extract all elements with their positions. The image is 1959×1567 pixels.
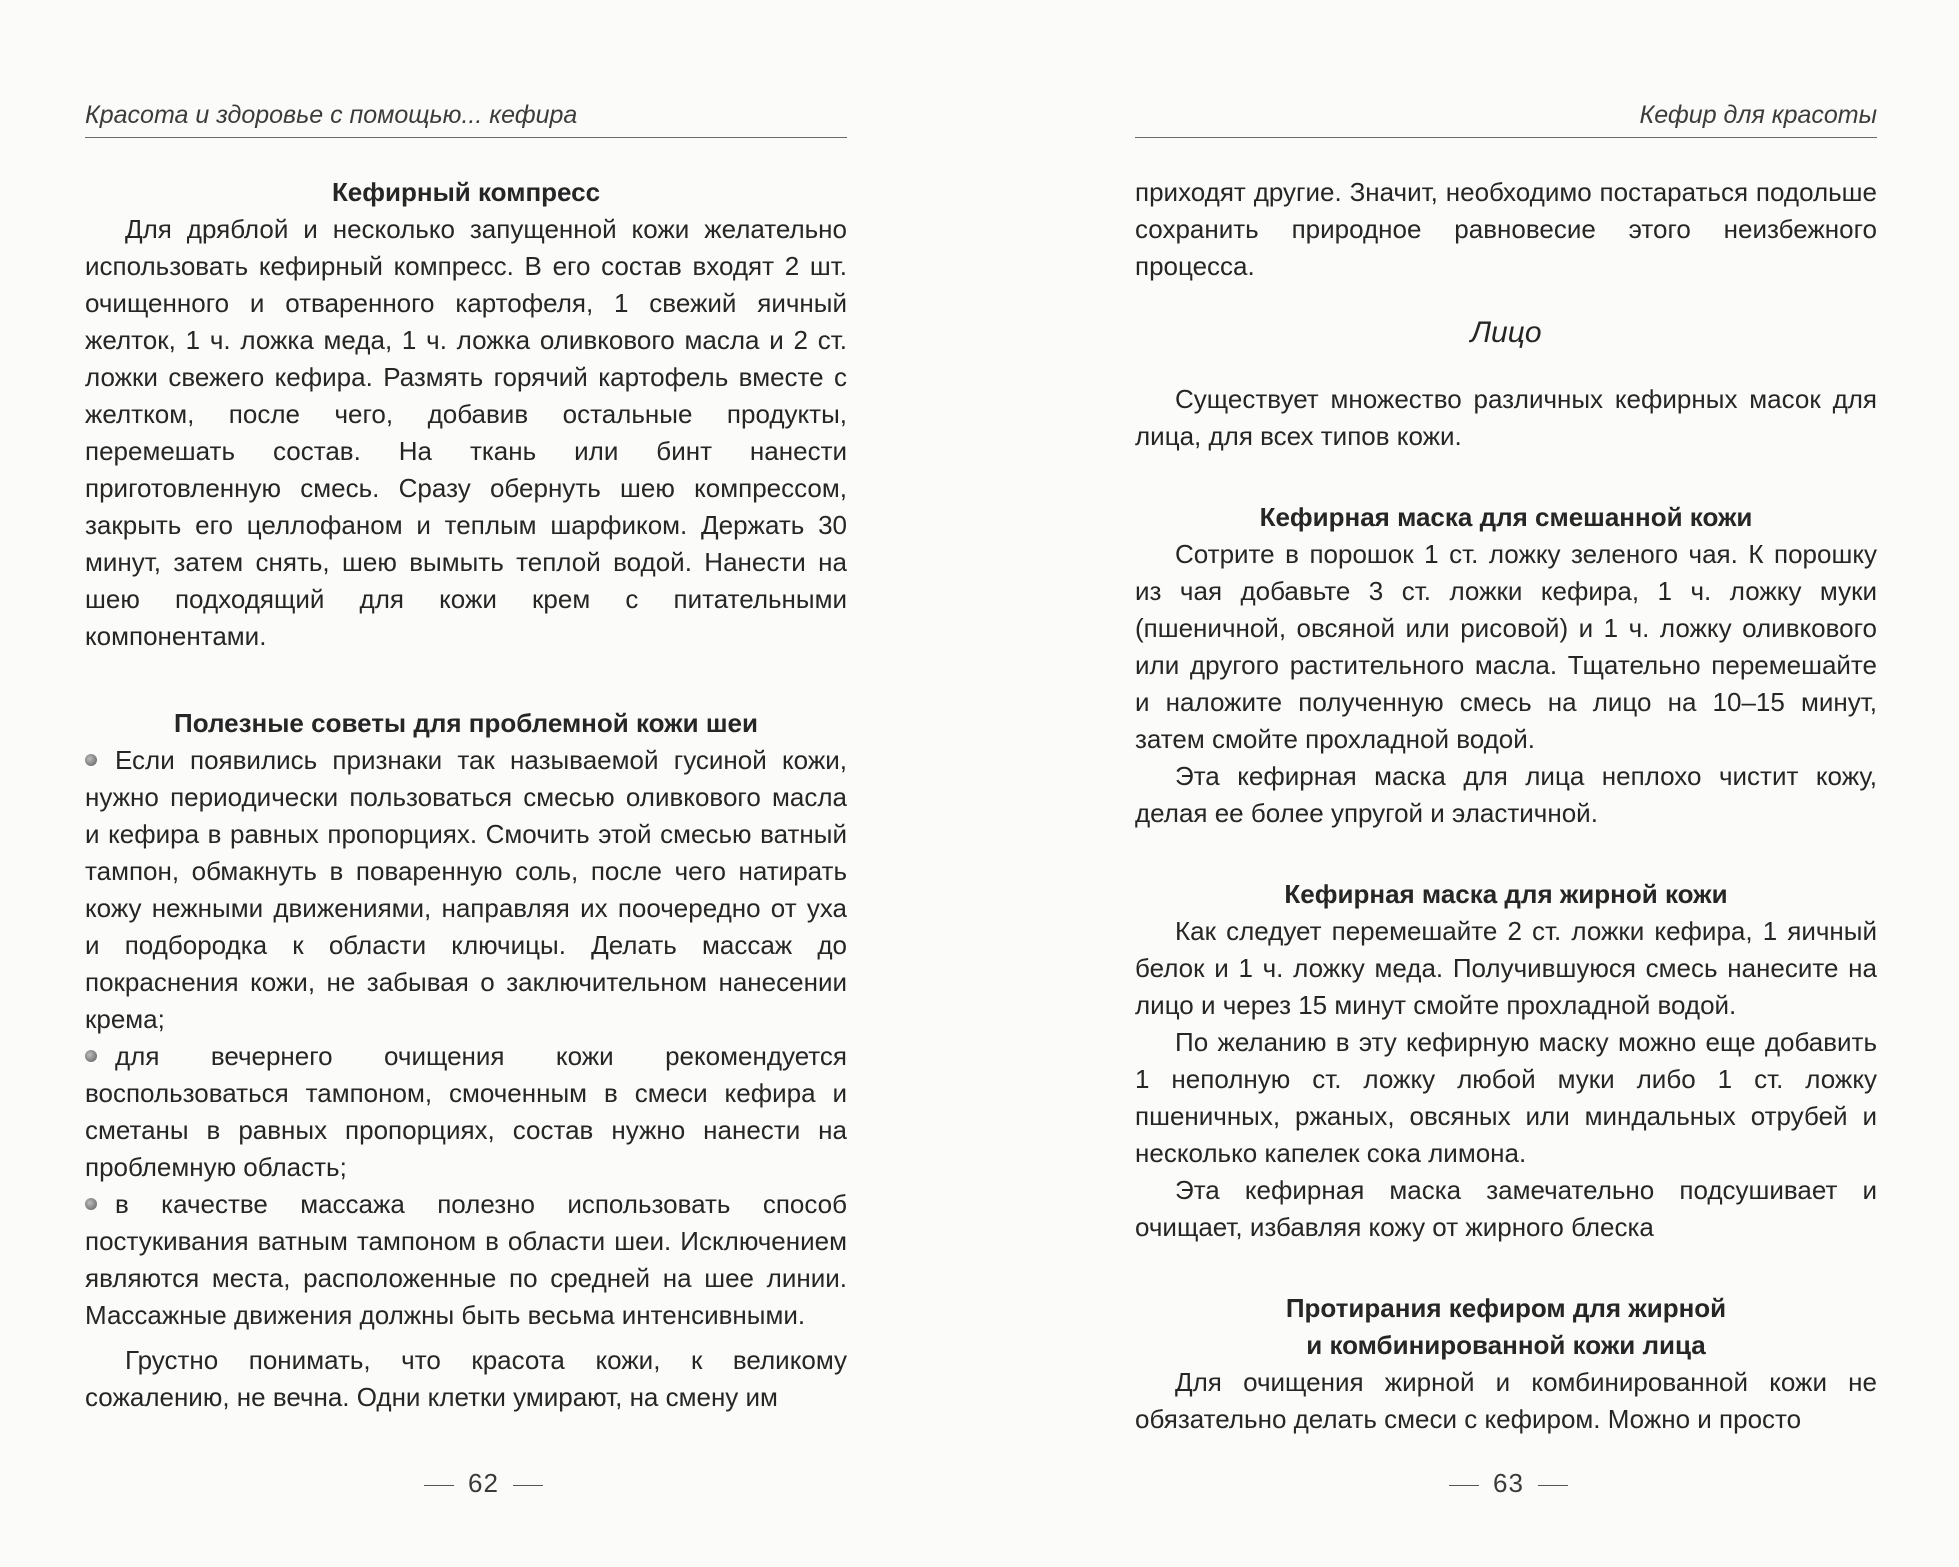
section-title-mixed-skin-mask: Кефирная маска для смешанной кожи [1259,502,1753,532]
list-item: Если появились признаки так называемой гусиной кожи, нужно периодически пользоваться смесью оливкового масла и кефира в равных пропорциях. Смочить этой смесью ватный тампон, обмакнуть в поваренную соль, после чего натирать кожу нежными движениями, направляя их поочередно от уха и подбородка к области ключицы. Делать массаж до покраснения кожи, не забывая о заключительном нанесении крема; [85,745,847,1034]
bullet-icon [85,754,97,766]
section-title-neck-tips: Полезные советы для проблемной кожи шеи [174,708,758,738]
dash [1449,1485,1479,1486]
oily-skin-mask-paragraph: Как следует перемешайте 2 ст. ложки кефира, 1 яичный белок и 1 ч. ложку меда. Получившуюся смесь нанесите на лицо и через 15 минут смойте прохладной водой. [1135,916,1877,1020]
right-page [980,0,1959,1567]
closing-paragraph: Грустно понимать, что красота кожи, к великому сожалению, не вечна. Одни клетки умирают, на смену им [85,1345,847,1412]
dash [1538,1485,1568,1486]
dash [424,1485,454,1486]
chapter-title-face: Лицо [1470,316,1542,349]
mixed-skin-mask-note: Эта кефирная маска для лица неплохо чистит кожу, делая ее более упругой и эластичной. [1135,761,1877,828]
bullet-icon [85,1050,97,1062]
page-number-left: 62 [410,1468,557,1498]
dash [513,1485,543,1486]
list-item: в качестве массажа полезно использовать способ постукивания ватным тампоном в области шеи. Исключением являются места, расположенные по средней на шее линии. Массажные движения должны быть весьма интенсивными. [85,1189,847,1330]
section-title-compress: Кефирный компресс [331,177,601,207]
compress-paragraph: Для дряблой и несколько запущенной кожи желательно использовать кефирный компресс. В его состав входят 2 шт. очищенного и отваренного картофеля, 1 свежий яичный желток, 1 ч. ложка меда, 1 ч. ложка оливкового масла и 2 ст. ложки свежего кефира. Размять горячий картофель вместе с желтком, после чего, добавив остальные продукты, перемешать состав. На ткань или бинт нанести приготовленную смесь. Сразу обернуть шею компрессом, закрыть его целлофаном и теплым шарфиком. Держать 30 минут, затем снять, шею вымыть теплой водой. Нанести на шею подходящий для кожи крем с питательными компонентами. [85,214,847,651]
section-title-oily-skin-mask: Кефирная маска для жирной кожи [1284,879,1728,909]
header-rule-right [1135,137,1877,138]
section-title-wiping-line2: и комбинированной кожи лица [1306,1330,1706,1360]
bullet-icon [85,1198,97,1210]
wiping-paragraph: Для очищения жирной и комбинированной кожи не обязательно делать смеси с кефиром. Можно и просто [1135,1367,1877,1434]
page-number-right: 63 [1435,1468,1582,1498]
running-head-left: Красота и здоровье с помощью... кефира [85,101,578,129]
oily-skin-mask-variant: По желанию в эту кефирную маску можно еще добавить 1 неполную ст. ложку любой муки либо 1 ст. ложку пшеничных, ржаных, овсяных или миндальных отрубей и несколько капелек сока лимона. [1135,1027,1877,1168]
list-item: для вечернего очищения кожи рекомендуется воспользоваться тампоном, смоченным в смеси кефира и сметаны в равных пропорциях, состав нужно нанести на проблемную область; [85,1041,847,1182]
oily-skin-mask-note: Эта кефирная маска замечательно подсушивает и очищает, избавляя кожу от жирного блеска [1135,1175,1877,1242]
header-rule-left [85,137,847,138]
intro-paragraph: Существует множество различных кефирных масок для лица, для всех типов кожи. [1135,384,1877,451]
section-title-wiping-line1: Протирания кефиром для жирной [1285,1293,1727,1323]
mixed-skin-mask-paragraph: Сотрите в порошок 1 ст. ложку зеленого чая. К порошку из чая добавьте 3 ст. ложки кефира, 1 ч. ложку муки (пшеничной, овсяной или рисовой) и 1 ч. ложку оливкового или другого растительного масла. Тщательно перемешайте и наложите полученную смесь на лицо на 10–15 минут, затем смойте прохладной водой. [1135,539,1877,754]
running-head-right: Кефир для красоты [1639,101,1877,129]
continuation-paragraph: приходят другие. Значит, необходимо постараться подольше сохранить природное равновесие этого неизбежного процесса. [1135,177,1877,281]
right-page-body [1135,174,1877,1438]
left-page-body [85,174,847,1416]
